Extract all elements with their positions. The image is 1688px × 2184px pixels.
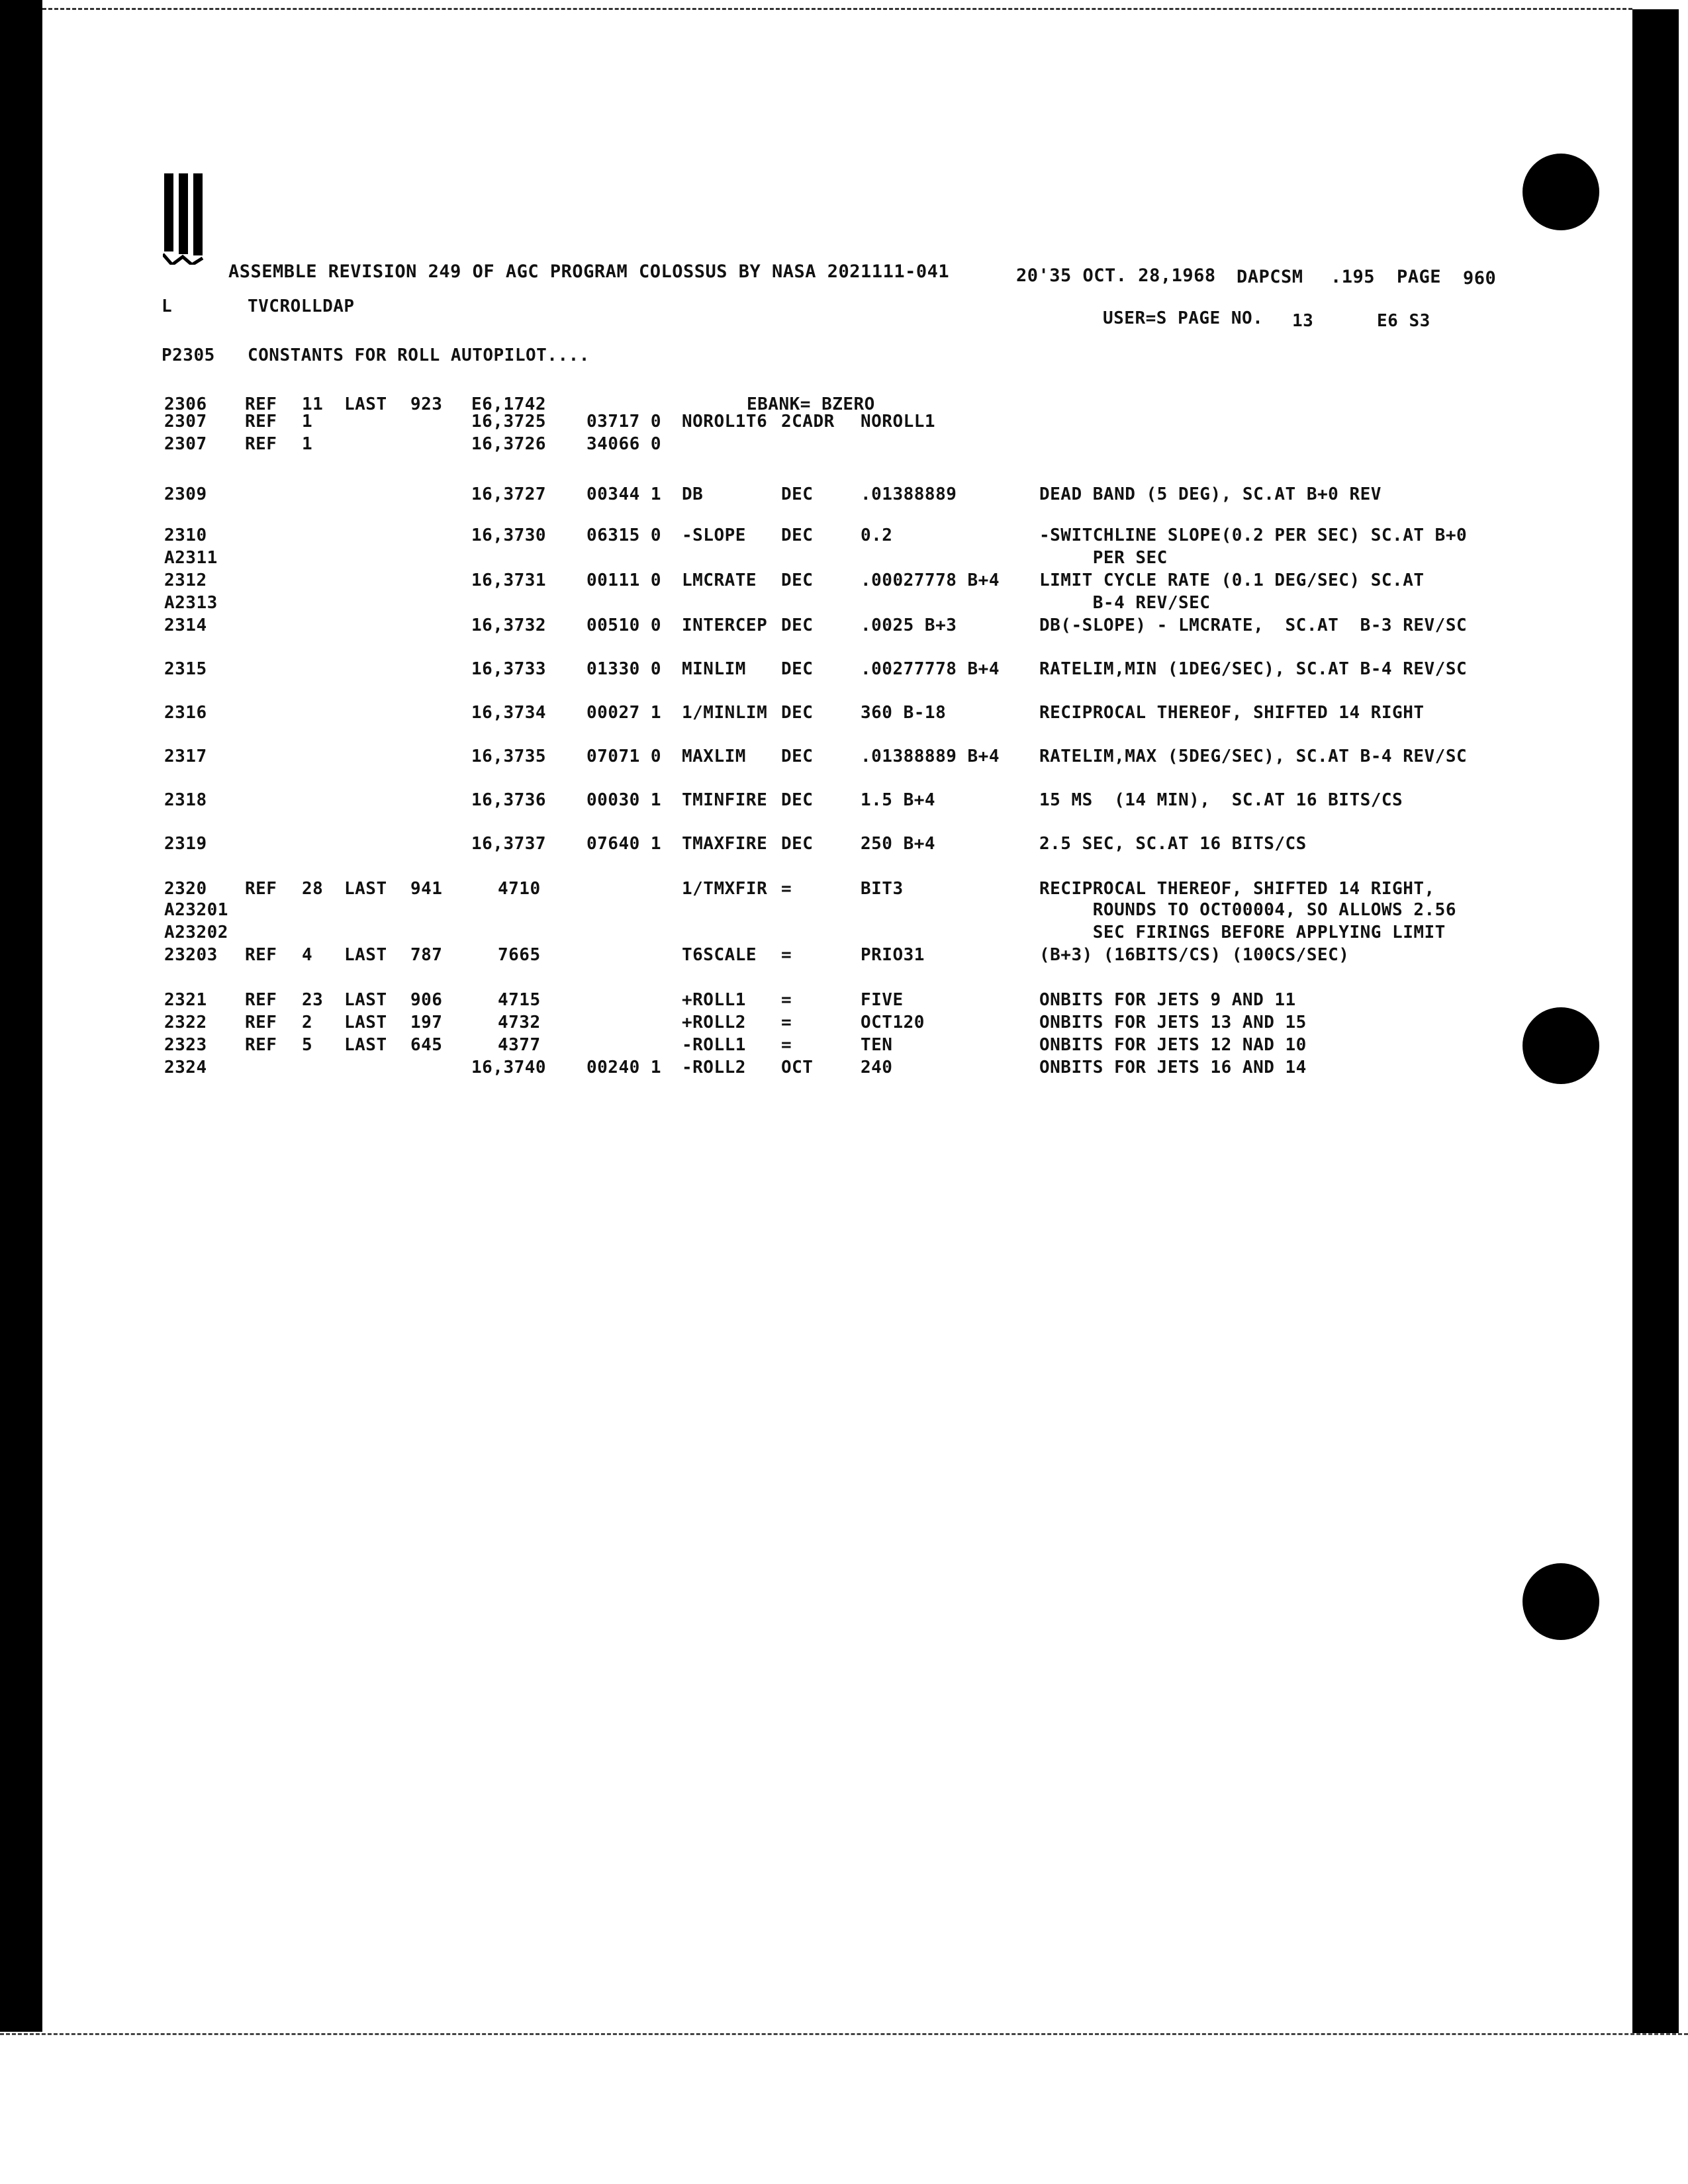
- ref-count: 11: [302, 394, 324, 414]
- opcode: DEC: [781, 834, 814, 854]
- line-number: 2309: [164, 484, 207, 504]
- line-number: 2323: [164, 1035, 207, 1055]
- last-tag: LAST: [344, 990, 387, 1010]
- comment: ONBITS FOR JETS 13 AND 15: [1039, 1013, 1307, 1032]
- operand: .01388889: [861, 484, 957, 504]
- listing-timestamp: 20'35 OCT. 28,1968: [1016, 265, 1216, 286]
- ref-tag: REF: [245, 394, 277, 414]
- address: 7665: [498, 945, 541, 965]
- comment: DEAD BAND (5 DEG), SC.AT B+0 REV: [1039, 484, 1382, 504]
- line-number: 2310: [164, 525, 207, 545]
- comment: RATELIM,MIN (1DEG/SEC), SC.AT B-4 REV/SC: [1039, 659, 1468, 679]
- user-page-number: 13: [1292, 311, 1314, 331]
- binder-hole-icon: [1523, 154, 1599, 230]
- address: E6,1742: [471, 394, 547, 414]
- octal-word: 00240 1: [586, 1058, 662, 1077]
- user-page-label: USER=S PAGE NO.: [1103, 308, 1264, 328]
- octal-word: 00510 0: [586, 615, 662, 635]
- line-number: 2307: [164, 434, 207, 454]
- comment: LIMIT CYCLE RATE (0.1 DEG/SEC) SC.AT: [1039, 570, 1425, 590]
- symbol-label: LMCRATE: [682, 570, 757, 590]
- octal-word: 03717 0: [586, 412, 662, 432]
- comment: (B+3) (16BITS/CS) (100CS/SEC): [1039, 945, 1350, 965]
- bank-info: E6 S3: [1377, 311, 1430, 331]
- address: 4715: [498, 990, 541, 1010]
- line-number: 2319: [164, 834, 207, 854]
- address: 16,3725: [471, 412, 547, 432]
- ref-tag: REF: [245, 1035, 277, 1055]
- page-top-edge: [42, 8, 1632, 10]
- comment: PER SEC: [1039, 548, 1168, 568]
- comment: ONBITS FOR JETS 16 AND 14: [1039, 1058, 1307, 1077]
- symbol-label: MINLIM: [682, 659, 746, 679]
- comment: RECIPROCAL THEREOF, SHIFTED 14 RIGHT,: [1039, 879, 1435, 899]
- section-title: CONSTANTS FOR ROLL AUTOPILOT....: [248, 345, 590, 365]
- symbol-label: 1/TMXFIR: [682, 879, 768, 899]
- line-number: 2306: [164, 394, 207, 414]
- line-number: 2318: [164, 790, 207, 810]
- line-number: 2307: [164, 412, 207, 432]
- comment: -SWITCHLINE SLOPE(0.2 PER SEC) SC.AT B+0: [1039, 525, 1468, 545]
- operand: 240: [861, 1058, 893, 1077]
- ref-count: 28: [302, 879, 324, 899]
- side-mark: L: [162, 296, 173, 316]
- comment: 2.5 SEC, SC.AT 16 BITS/CS: [1039, 834, 1307, 854]
- last-tag: LAST: [344, 945, 387, 965]
- operand: NOROLL1: [861, 412, 936, 432]
- comment: SEC FIRINGS BEFORE APPLYING LIMIT: [1039, 923, 1446, 942]
- opcode: =: [781, 990, 792, 1010]
- octal-word: 07071 0: [586, 747, 662, 766]
- ref-count: 1: [302, 412, 313, 432]
- scan-right-border: [1632, 9, 1679, 2033]
- operand: OCT120: [861, 1013, 925, 1032]
- opcode: DEC: [781, 790, 814, 810]
- address: 16,3736: [471, 790, 547, 810]
- opcode: =: [781, 1035, 792, 1055]
- line-number: 2317: [164, 747, 207, 766]
- octal-word: 07640 1: [586, 834, 662, 854]
- last-tag: LAST: [344, 1035, 387, 1055]
- operand: 0.2: [861, 525, 893, 545]
- comment: B-4 REV/SEC: [1039, 593, 1211, 613]
- ref-tag: REF: [245, 1013, 277, 1032]
- address: 16,3735: [471, 747, 547, 766]
- symbol-label: +ROLL1: [682, 990, 746, 1010]
- last-number: 906: [410, 990, 443, 1010]
- last-number: 197: [410, 1013, 443, 1032]
- operand: PRIO31: [861, 945, 925, 965]
- opcode: DEC: [781, 703, 814, 723]
- comment: 15 MS (14 MIN), SC.AT 16 BITS/CS: [1039, 790, 1403, 810]
- symbol-label: -SLOPE: [682, 525, 746, 545]
- printer-marker-icon: [163, 173, 207, 265]
- address: 16,3733: [471, 659, 547, 679]
- page-bottom-edge: [0, 2033, 1688, 2035]
- line-number: 2316: [164, 703, 207, 723]
- ref-tag: REF: [245, 434, 277, 454]
- opcode: DEC: [781, 570, 814, 590]
- opcode: DEC: [781, 484, 814, 504]
- opcode: DEC: [781, 747, 814, 766]
- address: 16,3734: [471, 703, 547, 723]
- ref-count: 4: [302, 945, 313, 965]
- address: 16,3727: [471, 484, 547, 504]
- operand: .0025 B+3: [861, 615, 957, 635]
- page-number: 960: [1463, 268, 1497, 289]
- last-tag: LAST: [344, 394, 387, 414]
- operand: 250 B+4: [861, 834, 936, 854]
- opcode: DEC: [781, 525, 814, 545]
- program-id: DAPCSM: [1237, 267, 1303, 287]
- opcode: DEC: [781, 659, 814, 679]
- comment: ROUNDS TO OCT00004, SO ALLOWS 2.56: [1039, 900, 1456, 920]
- operand: .01388889 B+4: [861, 747, 1000, 766]
- symbol-label: INTERCEP: [682, 615, 768, 635]
- octal-word: 00344 1: [586, 484, 662, 504]
- page-label: PAGE: [1397, 267, 1442, 287]
- binder-hole-icon: [1523, 1007, 1599, 1084]
- address: 16,3726: [471, 434, 547, 454]
- last-number: 941: [410, 879, 443, 899]
- address: 16,3740: [471, 1058, 547, 1077]
- address: 16,3732: [471, 615, 547, 635]
- octal-word: 00030 1: [586, 790, 662, 810]
- line-number: A2313: [164, 593, 218, 613]
- last-tag: LAST: [344, 1013, 387, 1032]
- address: 4732: [498, 1013, 541, 1032]
- address: 16,3731: [471, 570, 547, 590]
- line-number: 2312: [164, 570, 207, 590]
- ref-count: 5: [302, 1035, 313, 1055]
- address: 4377: [498, 1035, 541, 1055]
- last-tag: LAST: [344, 879, 387, 899]
- octal-word: 06315 0: [586, 525, 662, 545]
- ref-tag: REF: [245, 412, 277, 432]
- octal-word: 00111 0: [586, 570, 662, 590]
- binder-hole-icon: [1523, 1563, 1599, 1640]
- last-number: 923: [410, 394, 443, 414]
- ref-count: 1: [302, 434, 313, 454]
- opcode: EBANK= BZERO: [747, 394, 875, 414]
- line-number: A2311: [164, 548, 218, 568]
- operand: BIT3: [861, 879, 904, 899]
- line-number: A23201: [164, 900, 228, 920]
- operand: TEN: [861, 1035, 893, 1055]
- opcode: =: [781, 945, 792, 965]
- opcode: =: [781, 1013, 792, 1032]
- symbol-label: 1/MINLIM: [682, 703, 768, 723]
- symbol-label: MAXLIM: [682, 747, 746, 766]
- octal-word: 00027 1: [586, 703, 662, 723]
- line-number: 2321: [164, 990, 207, 1010]
- ref-count: 23: [302, 990, 324, 1010]
- symbol-label: -ROLL1: [682, 1035, 746, 1055]
- symbol-label: T6SCALE: [682, 945, 757, 965]
- scan-left-border: [0, 0, 42, 2032]
- opcode: 2CADR: [781, 412, 835, 432]
- last-number: 645: [410, 1035, 443, 1055]
- comment: ONBITS FOR JETS 9 AND 11: [1039, 990, 1296, 1010]
- symbol-label: -ROLL2: [682, 1058, 746, 1077]
- line-number: 23203: [164, 945, 218, 965]
- line-number: 2315: [164, 659, 207, 679]
- octal-word: 01330 0: [586, 659, 662, 679]
- listing-title: ASSEMBLE REVISION 249 OF AGC PROGRAM COLOSSUS BY NASA 2021111-041: [228, 261, 950, 282]
- operand: .00027778 B+4: [861, 570, 1000, 590]
- comment: RECIPROCAL THEREOF, SHIFTED 14 RIGHT: [1039, 703, 1425, 723]
- operand: 1.5 B+4: [861, 790, 936, 810]
- line-number: A23202: [164, 923, 228, 942]
- line-number: 2324: [164, 1058, 207, 1077]
- opcode: =: [781, 879, 792, 899]
- line-number: 2322: [164, 1013, 207, 1032]
- ref-tag: REF: [245, 945, 277, 965]
- address: 16,3737: [471, 834, 547, 854]
- log-section: TVCROLLDAP: [248, 296, 355, 316]
- section-line-number: P2305: [162, 345, 215, 365]
- symbol-label: +ROLL2: [682, 1013, 746, 1032]
- operand: 360 B-18: [861, 703, 947, 723]
- line-number: 2320: [164, 879, 207, 899]
- opcode: DEC: [781, 615, 814, 635]
- ref-tag: REF: [245, 990, 277, 1010]
- comment: DB(-SLOPE) - LMCRATE, SC.AT B-3 REV/SC: [1039, 615, 1468, 635]
- opcode: OCT: [781, 1058, 814, 1077]
- comment: RATELIM,MAX (5DEG/SEC), SC.AT B-4 REV/SC: [1039, 747, 1468, 766]
- address: 4710: [498, 879, 541, 899]
- symbol-label: DB: [682, 484, 704, 504]
- last-number: 787: [410, 945, 443, 965]
- program-code: .195: [1331, 267, 1376, 287]
- octal-word: 34066 0: [586, 434, 662, 454]
- line-number: 2314: [164, 615, 207, 635]
- operand: FIVE: [861, 990, 904, 1010]
- symbol-label: NOROL1T6: [682, 412, 768, 432]
- operand: .00277778 B+4: [861, 659, 1000, 679]
- symbol-label: TMINFIRE: [682, 790, 768, 810]
- symbol-label: TMAXFIRE: [682, 834, 768, 854]
- address: 16,3730: [471, 525, 547, 545]
- ref-count: 2: [302, 1013, 313, 1032]
- comment: ONBITS FOR JETS 12 NAD 10: [1039, 1035, 1307, 1055]
- ref-tag: REF: [245, 879, 277, 899]
